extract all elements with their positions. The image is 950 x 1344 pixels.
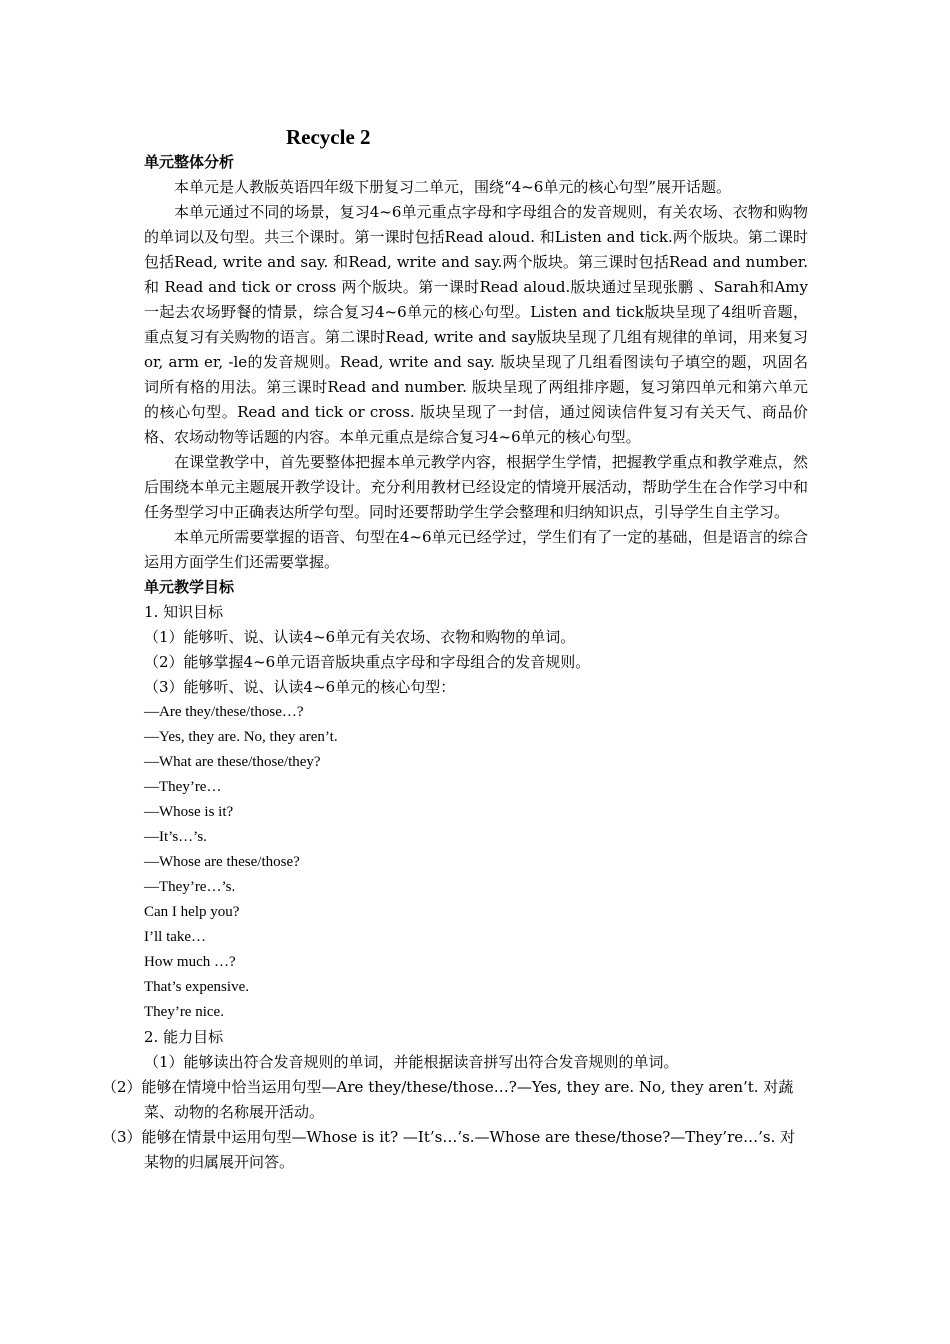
sentence-pattern: That’s expensive.: [144, 979, 249, 995]
sentence-pattern: —Whose is it?: [144, 804, 234, 820]
sentence-pattern: —They’re…: [144, 779, 222, 795]
document-title: Recycle 2: [286, 125, 371, 149]
ability-goal-item: （1）能够读出符合发音规则的单词，并能根据读音拼写出符合发音规则的单词。: [144, 1053, 679, 1071]
sentence-pattern: —Whose are these/those?: [144, 854, 300, 870]
analysis-paragraph: 在课堂教学中，首先要整体把握本单元教学内容，根据学生学情，把握教学重点和教学难点，然后围绕本单元主题展开教学设计。充分利用教材已经设定的情境开展活动，帮助学生在合作学习中和任务型学习中正确表达所学句型。同时还要帮助学生学会整理和归纳知识点，引导学生自主学习。: [144, 453, 808, 521]
knowledge-goals-label: 1. 知识目标: [144, 603, 224, 621]
section-heading-goals: 单元教学目标: [144, 578, 235, 596]
section-heading-analysis: 单元整体分析: [144, 153, 235, 171]
analysis-paragraph: 本单元是人教版英语四年级下册复习二单元，围绕“4~6单元的核心句型”展开话题。: [174, 178, 731, 196]
sentence-pattern: They’re nice.: [144, 1004, 224, 1020]
sentence-pattern: —Yes, they are. No, they aren’t.: [144, 729, 338, 745]
document-body: [102, 150, 808, 1175]
sentence-pattern: Can I help you?: [144, 904, 240, 920]
analysis-paragraph: 本单元所需要掌握的语音、句型在4~6单元已经学过，学生们有了一定的基础，但是语言的综合运用方面学生们还需要掌握。: [144, 528, 808, 571]
sentence-pattern: I’ll take…: [144, 929, 207, 945]
sentence-pattern: —Are they/these/those…?: [144, 704, 304, 720]
knowledge-goal-item: （3）能够听、说、认读4~6单元的核心句型：: [144, 678, 456, 696]
ability-goal-item: （2）能够在情境中恰当运用句型—Are they/these/those…?—Yes, they are. No, they aren’t. 对蔬菜、动物的名称展开活动。: [102, 1078, 794, 1121]
sentence-pattern: —They’re…’s.: [144, 879, 236, 895]
ability-goals-label: 2. 能力目标: [144, 1028, 224, 1046]
knowledge-goal-item: （1）能够听、说、认读4~6单元有关农场、衣物和购物的单词。: [144, 628, 576, 646]
ability-goal-item: （3）能够在情景中运用句型—Whose is it? —It’s…’s.—Whose are these/those?—They’re…’s. 对某物的归属展开问答。: [102, 1128, 796, 1171]
knowledge-goal-item: （2）能够掌握4~6单元语音版块重点字母和字母组合的发音规则。: [144, 653, 591, 671]
sentence-pattern: —It’s…’s.: [144, 829, 207, 845]
sentence-pattern: How much …?: [144, 954, 236, 970]
analysis-paragraph: 本单元通过不同的场景，复习4~6单元重点字母和字母组合的发音规则，有关农场、衣物和购物的单词以及句型。共三个课时。第一课时包括Read aloud. 和Listen and tick.两个版块。第二课时包括Read, write and say. 和Read, write and say.两个版块。第三课时包括Read and number. 和 Read and tick or cross 两个版块。第一课时Read aloud.版块通过呈现张鹏 、Sarah和Amy一起去农场野餐的情景，综合复习4~6单元的核心句型。Listen and tick版块呈现了4组听音题，重点复习有关购物的语言。第二课时Read, write and say版块呈现了几组有规律的单词，用来复习or, arm er, -le的发音规则。Read, write and say. 版块呈现了几组看图读句子填空的题，巩固名词所有格的用法。第三课时Read and number. 版块呈现了两组排序题，复习第四单元和第六单元的核心句型。Read and tick or cross. 版块呈现了一封信，通过阅读信件复习有关天气、商品价格、农场动物等话题的内容。本单元重点是综合复习4~6单元的核心句型。: [144, 203, 808, 446]
sentence-pattern: —What are these/those/they?: [144, 754, 321, 770]
